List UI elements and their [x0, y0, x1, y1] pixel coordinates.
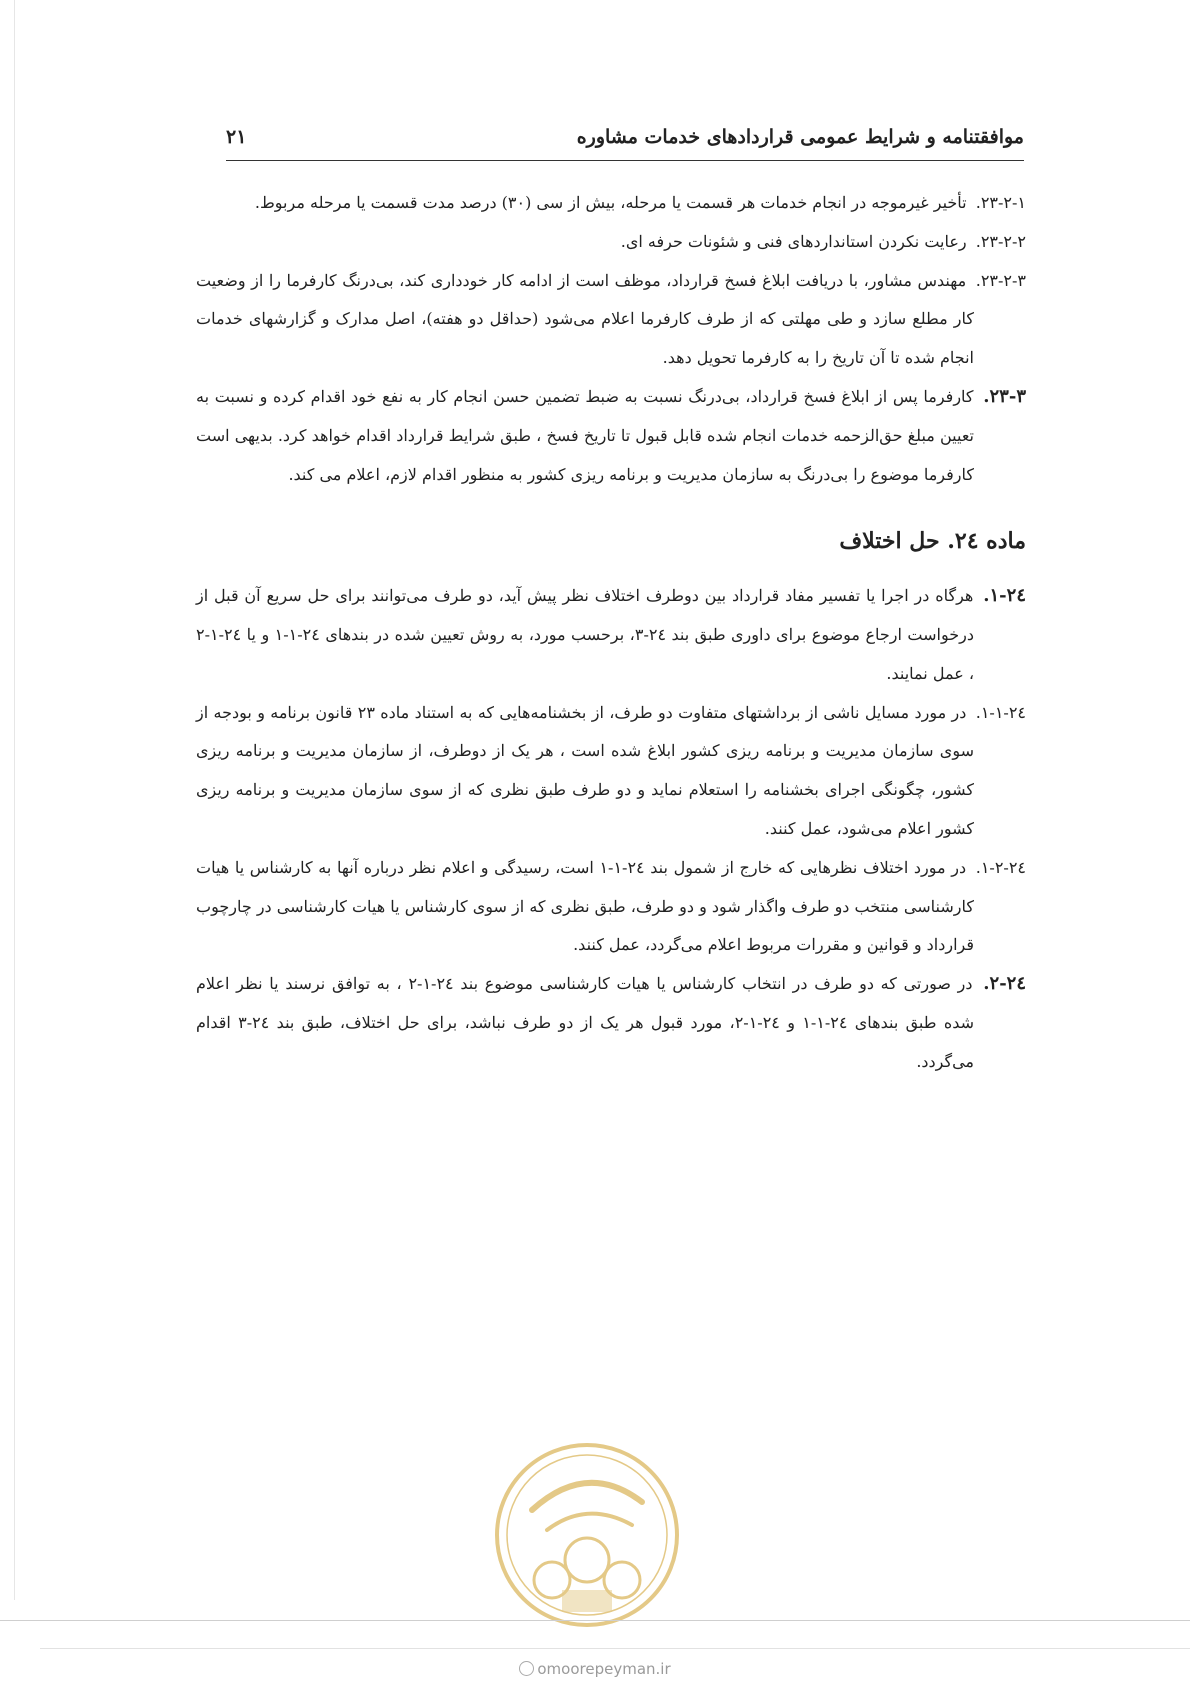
footer-divider: [40, 1648, 1190, 1649]
clause-number: ۲٤-۱-۱.: [975, 702, 1026, 722]
clause-text: در مورد مسایل ناشی از برداشتهای متفاوت دو طرف، از بخشنامه‌هایی که به استناد ماده ۲۳ قانون برنامه و بودجه از سوی سازمان مدیریت و برنامه ریزی کشور ابلاغ شده است ، هر یک از دوطرف، از سازمان مدیریت و برنامه ریزی کشور، چگونگی اجرای بخشنامه را استعلام نماید و دو طرف طبق نظری که از سوی سازمان مدیریت و برنامه ریزی کشور اعلام می‌شود، عمل کنند.: [196, 702, 974, 838]
clause-number: ۲۳-۲-۳.: [975, 270, 1027, 290]
footer-url-text: omoorepeyman.ir: [537, 1660, 671, 1678]
clause-text: رعایت نکردن استانداردهای فنی و شئونات حرفه ای.: [620, 231, 967, 251]
clause-24-2: [196, 965, 1026, 1081]
footer-url: [0, 1660, 1190, 1678]
clause-number: ۲۳-۲-۱.: [975, 193, 1026, 212]
clause-text: هرگاه در اجرا یا تفسیر مفاد قرارداد بین دوطرف اختلاف نظر پیش آید، دو طرف می‌توانند برای حل سریع آن قبل از درخواست ارجاع موضوع برای داوری طبق بند ۲٤-۳، برحسب مورد، به روش تعیین شده در بندهای ۲٤-۱-۱ و یا ۲٤-۱-۲ ، عمل نمایند.: [196, 586, 974, 683]
clause-number: ۲۳-۳.: [983, 385, 1026, 407]
clause-number: ۲٤-۲.: [983, 973, 1027, 995]
clause-number: ۲۳-۲-۲.: [975, 231, 1026, 251]
clause-23-2-1: [196, 184, 1026, 223]
watermark-seal-icon: [492, 1440, 682, 1630]
section-heading: ماده ۲٤. حل اختلاف: [839, 528, 1026, 555]
clause-text: تأخیر غیرموجه در انجام خدمات هر قسمت یا مرحله، بیش از سی (۳۰) درصد مدت قسمت یا مرحله مربوط.: [254, 193, 967, 212]
page-header: [226, 116, 1024, 161]
clause-text: مهندس مشاور، با دریافت ابلاغ فسخ قرارداد، موظف است از ادامه کار خودداری کند، بی‌درنگ کارفرما را از وضعیت کار مطلع سازد و طی مهلتی که از طرف کارفرما اعلام می‌شود (حداقل دو هفته)، اصل مدارک و گزارشهای خدمات انجام شده تا آن تاریخ را به کارفرما تحویل دهد.: [196, 270, 974, 368]
clause-24-1-1: [196, 694, 1026, 849]
document-body: [196, 184, 1026, 1082]
footer-divider: [0, 1620, 1190, 1621]
clause-23-3: [196, 378, 1026, 494]
clause-number: ۲٤-۱.: [983, 585, 1026, 607]
page-edge-line: [14, 0, 15, 1600]
clause-24-1: [196, 577, 1026, 693]
header-title: موافقتنامه و شرایط عمومی قراردادهای خدمات مشاوره: [576, 126, 1024, 148]
clause-23-2-2: [196, 223, 1026, 262]
clause-23-2-3: [196, 262, 1026, 378]
globe-icon: [519, 1661, 534, 1676]
clause-text: کارفرما پس از ابلاغ فسخ قرارداد، بی‌درنگ نسبت به ضبط تضمین حسن انجام کار به نفع خود اقدام کرده و نسبت به تعیین مبلغ حق‌الزحمه خدمات انجام شده قابل قبول تا تاریخ فسخ ، طبق شرایط قرارداد اقدام خواهد کرد. بدیهی است کارفرما موضوع را بی‌درنگ به سازمان مدیریت و برنامه ریزی کشور به منظور اقدام لازم، اعلام می کند.: [196, 386, 974, 484]
clause-number: ۲٤-۱-۲.: [975, 857, 1026, 877]
clause-text: در مورد اختلاف نظرهایی که خارج از شمول بند ۲٤-۱-۱ است، رسیدگی و اعلام نظر درباره آنها به کارشناس یا هیات کارشناسی منتخب دو طرف واگذار شود و دو طرف، طبق نظری که از سوی کارشناس یا هیات کارشناسی در چارچوب قرارداد و قوانین و مقررات مربوط اعلام می‌گردد، عمل کنند.: [196, 857, 974, 955]
clause-text: در صورتی که دو طرف در انتخاب کارشناس یا هیات کارشناسی موضوع بند ۲٤-۱-۲ ، به توافق نرسند یا نظر اعلام شده طبق بندهای ۲٤-۱-۱ و ۲٤-۱-۲، مورد قبول هر یک از دو طرف نباشد، برای حل اختلاف، طبق بند ۲٤-۳ اقدام می‌گردد.: [196, 974, 975, 1071]
clause-24-1-2: [196, 849, 1026, 965]
page-number: ۲۱: [226, 126, 247, 148]
